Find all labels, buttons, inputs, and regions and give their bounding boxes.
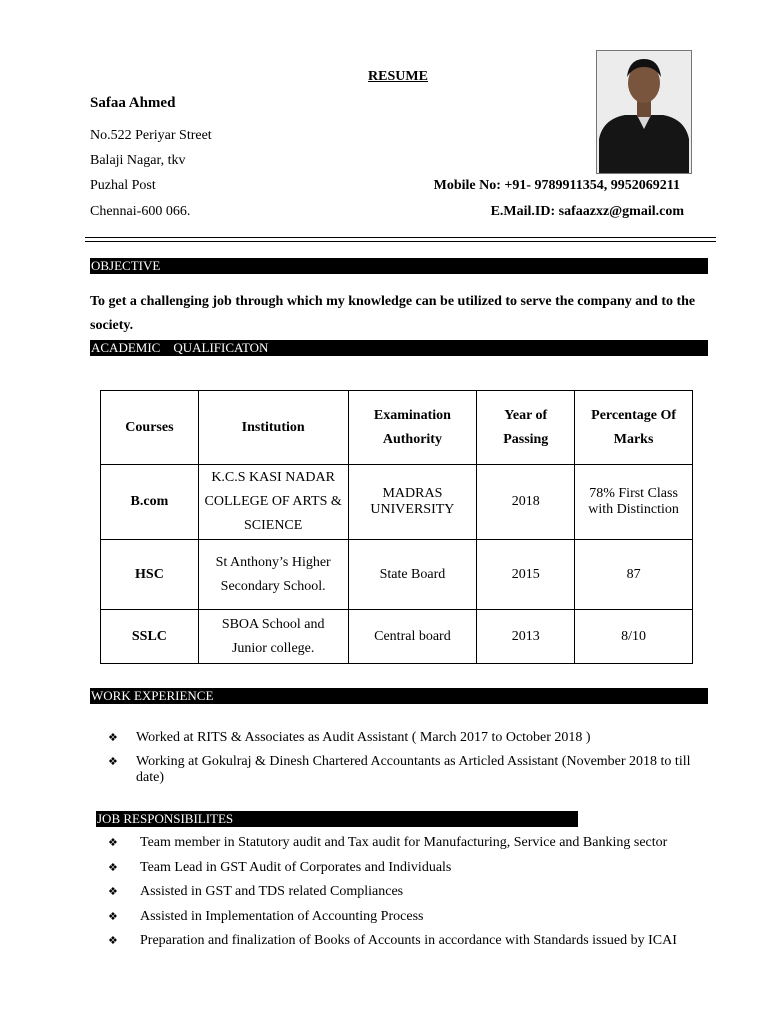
table-cell: 2015	[477, 540, 575, 610]
table-cell: SBOA School and Junior college.	[198, 610, 348, 664]
list-item	[108, 884, 708, 900]
column-header: Examination Authority	[348, 391, 477, 465]
profile-photo	[596, 50, 692, 174]
list-item	[108, 730, 708, 746]
column-header: Percentage Of Marks	[575, 391, 693, 465]
responsibility-text: Assisted in GST and TDS related Compliances	[140, 884, 404, 899]
table-cell: State Board	[348, 540, 477, 610]
section-heading-responsibilities: JOB RESPONSIBILITES	[96, 811, 578, 827]
table-cell: St Anthony’s Higher Secondary School.	[198, 540, 348, 610]
diamond-bullet-icon: ❖	[108, 731, 118, 744]
table-cell: B.com	[101, 465, 199, 540]
list-item	[108, 933, 708, 949]
header-divider	[85, 237, 716, 238]
table-row	[101, 610, 693, 664]
mobile-number: Mobile No: +91- 9789911354, 9952069211	[433, 178, 680, 193]
responsibility-text: Assisted in Implementation of Accounting Process	[140, 908, 424, 924]
table-header-row	[101, 391, 693, 465]
objective-text: To get a challenging job through which my knowledge can be utilized to serve the company and to the society.	[90, 294, 696, 333]
diamond-bullet-icon: ❖	[108, 836, 118, 849]
column-header: Institution	[198, 391, 348, 465]
diamond-bullet-icon: ❖	[108, 934, 118, 947]
diamond-bullet-icon: ❖	[108, 860, 118, 874]
address-line: Puzhal Post	[90, 178, 156, 193]
section-heading-objective: OBJECTIVE	[90, 258, 708, 274]
diamond-bullet-icon: ❖	[108, 885, 118, 898]
responsibilities-list	[108, 835, 708, 958]
table-cell: K.C.S KASI NADAR COLLEGE OF ARTS & SCIENCE	[198, 465, 348, 540]
table-row	[101, 465, 693, 540]
column-header: Year of Passing	[477, 391, 575, 465]
address-line: Balaji Nagar, tkv	[90, 153, 186, 168]
section-heading-academic: ACADEMIC QUALIFICATON	[90, 340, 708, 356]
table-cell: 2018	[477, 465, 575, 540]
address-line: No.522 Periyar Street	[90, 128, 212, 143]
table-cell: SSLC	[101, 610, 199, 664]
table-row	[101, 540, 693, 610]
column-header: Courses	[101, 391, 199, 465]
list-item	[108, 860, 708, 876]
list-item	[108, 909, 708, 925]
address-line: Chennai-600 066.	[90, 204, 191, 219]
person-portrait-icon	[597, 51, 691, 173]
work-experience-text: Working at Gokulraj & Dinesh Chartered Accountants as Articled Assistant (November 2018 to till date)	[136, 754, 691, 785]
list-item	[108, 835, 708, 851]
table-cell: 87	[575, 540, 693, 610]
responsibility-text: Team member in Statutory audit and Tax audit for Manufacturing, Service and Banking sector	[140, 835, 668, 850]
email-address: E.Mail.ID: safaazxz@gmail.com	[490, 204, 684, 219]
resume-title: RESUME	[368, 69, 428, 84]
responsibility-text: Team Lead in GST Audit of Corporates and Individuals	[140, 859, 452, 875]
table-cell: MADRAS UNIVERSITY	[348, 465, 477, 540]
table-cell: 8/10	[575, 610, 693, 664]
diamond-bullet-icon: ❖	[108, 909, 118, 923]
list-item	[108, 754, 708, 786]
table-cell: HSC	[101, 540, 199, 610]
responsibility-text: Preparation and finalization of Books of Accounts in accordance with Standards issued by ICAI	[140, 933, 677, 948]
academic-qualification-table	[100, 390, 693, 664]
work-experience-text: Worked at RITS & Associates as Audit Assistant ( March 2017 to October 2018 )	[136, 730, 591, 745]
diamond-bullet-icon: ❖	[108, 755, 118, 768]
work-experience-list	[108, 730, 708, 794]
section-heading-work: WORK EXPERIENCE	[90, 688, 708, 704]
candidate-name: Safaa Ahmed	[90, 95, 176, 111]
table-cell: Central board	[348, 610, 477, 664]
table-cell: 2013	[477, 610, 575, 664]
table-cell: 78% First Class with Distinction	[575, 465, 693, 540]
header-divider	[85, 241, 716, 242]
